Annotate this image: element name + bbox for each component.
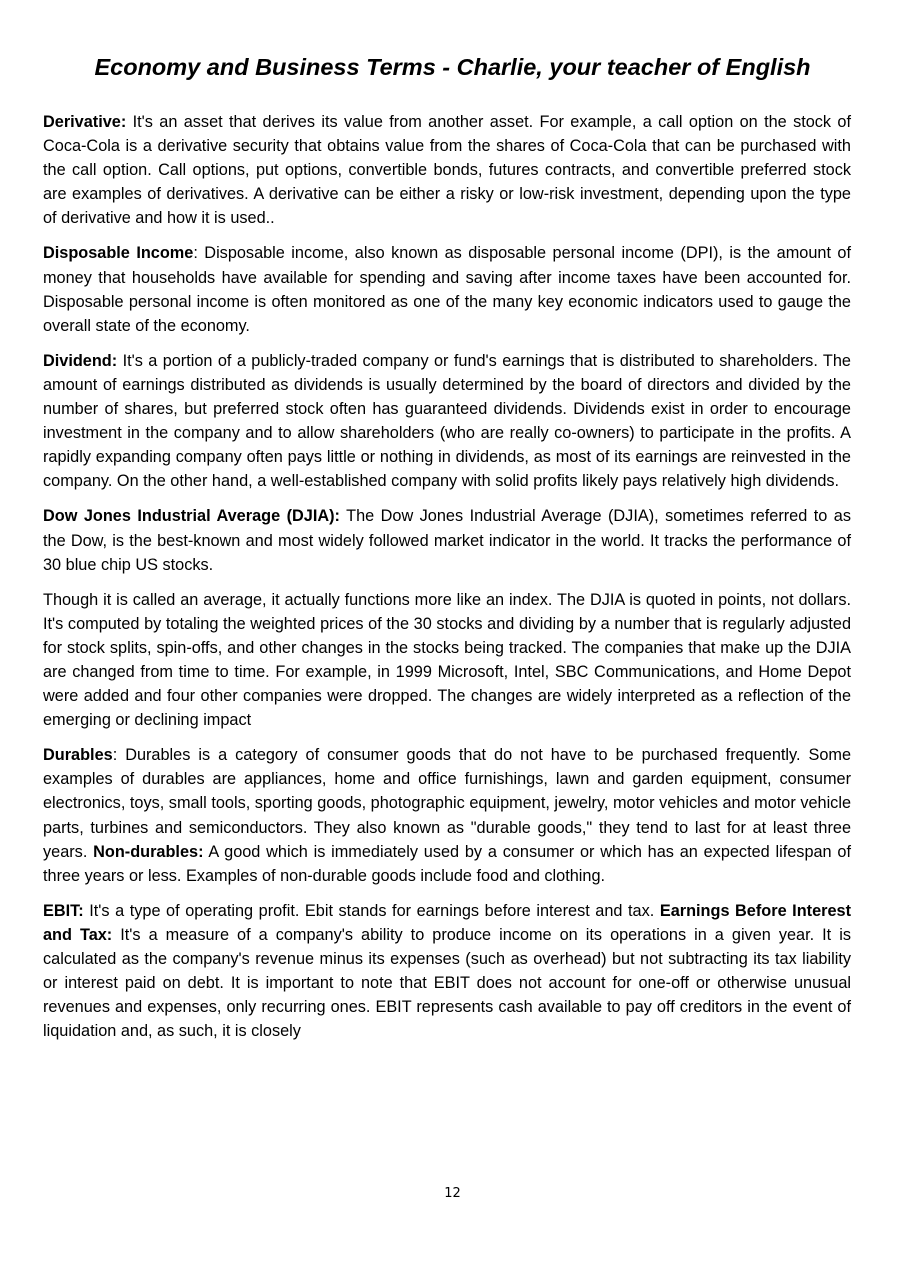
document-body (43, 110, 851, 1054)
term-ebit: EBIT: (43, 901, 84, 920)
page-number: 12 (444, 1186, 461, 1201)
entry-dividend (43, 349, 851, 494)
term-djia: Dow Jones Industrial Average (DJIA): (43, 507, 340, 526)
entry-durables (43, 743, 851, 888)
term-disposable-income: Disposable Income (43, 244, 194, 263)
term-durables: Durables (43, 746, 113, 765)
definition-djia: The Dow Jones Industrial Average (DJIA), sometimes referred to as the Dow, is the best-known and most widely followed market indicator in the world. It tracks the performance of 30 blue chip US stocks. (43, 507, 851, 574)
definition-durables: : Durables is a category of consumer goods that do not have to be purchased frequently. Some examples of durables are appliances, home and office furnishings, lawn and garden equipment, consumer electronics, toys, small tools, sporting goods, photographic equipment, jewelry, motor vehicles and motor vehicle parts, turbines and semiconductors. They also known as "durable goods," they tend to last for at least three years. (43, 746, 851, 861)
term-dividend: Dividend: (43, 351, 118, 370)
entry-djia-continued: Though it is called an average, it actually functions more like an index. The DJIA is quoted in points, not dollars. It's computed by totaling the weighted prices of the 30 stocks and dividing by a number that is regularly adjusted for stock splits, spin-offs, and other changes in the stocks being tracked. The companies that make up the DJIA are changed from time to time. For example, in 1999 Microsoft, Intel, SBC Communications, and Home Depot were added and four other companies were dropped. The changes are widely interpreted as a reflection of the emerging or declining impact (43, 590, 851, 730)
entry-ebit (43, 899, 851, 1044)
term-earnings-before-interest-and-tax: Earnings Before Interest and Tax: (43, 901, 851, 944)
term-non-durables: Non-durables: (93, 842, 204, 861)
entry-derivative (43, 110, 851, 230)
term-derivative: Derivative: (43, 113, 127, 131)
definition-derivative: It's an asset that derives its value from another asset. For example, a call option on the stock of Coca-Cola is a derivative security that obtains value from the shares of Coca-Cola that can be purchased with the call option. Call options, put options, convertible bonds, futures contracts, and convertible preferred stock are examples of derivatives. A derivative can be either a risky or low-risk investment, depending upon the type of derivative and how it is used.. (43, 113, 851, 228)
entry-disposable-income (43, 241, 851, 337)
definition-dividend: It's a portion of a publicly-traded company or fund's earnings that is distributed to shareholders. The amount of earnings distributed as dividends is usually determined by the board of directors and divided by the number of shares, but preferred stock often has guaranteed dividends. Dividends exist in order to encourage investment in the company and to allow shareholders (who are really co-owners) to participate in the profits. A rapidly expanding company often pays little or nothing in dividends, as most of its earnings are reinvested in the company. On the other hand, a well-established company with solid profits likely pays relatively high dividends. (43, 351, 851, 491)
entry-djia (43, 504, 851, 576)
definition-non-durables: A good which is immediately used by a consumer or which has an expected lifespan of three years or less. Examples of non-durable goods include food and clothing. (43, 842, 851, 885)
page-title: Economy and Business Terms - Charlie, your teacher of English (94, 54, 811, 80)
definition-disposable-income: : Disposable income, also known as disposable personal income (DPI), is the amount of money that households have available for spending and saving after income taxes have been accounted for. Disposable personal income is often monitored as one of the many key economic indicators used to gauge the overall state of the economy. (43, 244, 852, 335)
definition-ebit: It's a type of operating profit. Ebit stands for earnings before interest and tax. (83, 901, 660, 920)
definition-earnings-before-interest-and-tax: It's a measure of a company's ability to produce income on its operations in a given year. It is calculated as the company's revenue minus its expenses (such as overhead) but not subtracting its tax liability or interest paid on debt. It is important to note that EBIT does not account for one-off or otherwise unusual revenues and expenses, only recurring ones. EBIT represents cash available to pay off creditors in the event of liquidation and, as such, it is closely (43, 925, 851, 1041)
